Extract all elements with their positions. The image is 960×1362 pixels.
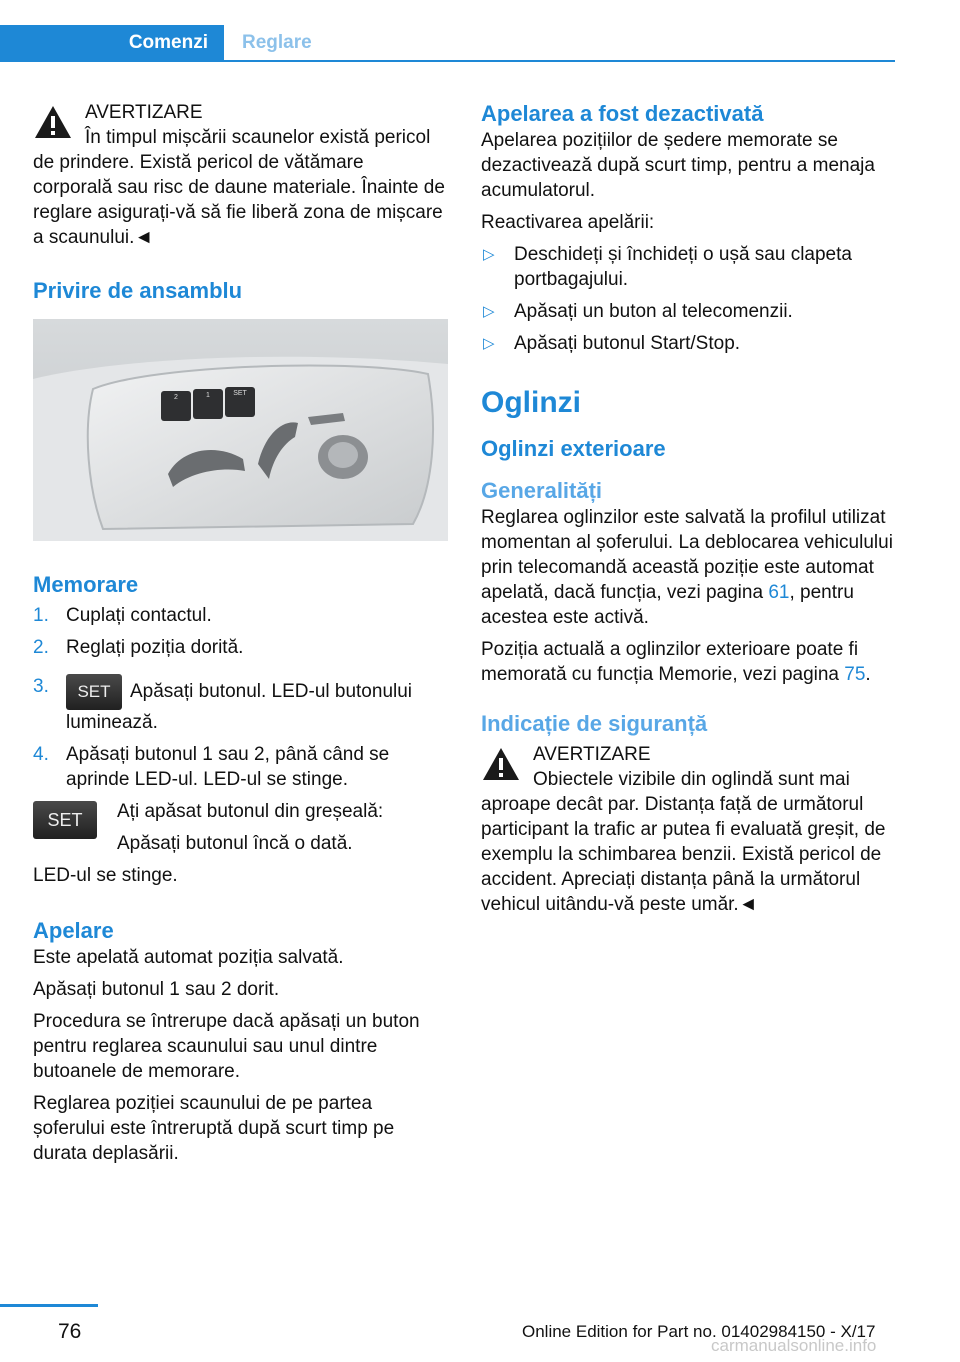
paragraph: Este apelată automat poziția salvată. <box>33 947 344 968</box>
general-text: Reglarea oglinzilor este salvată la profilul utilizat momentan al șoferului. La deblocarea vehiculului prin telecomandă această poziție este automat apelată, dacă funcția, vezi pagina <box>481 507 893 603</box>
step-number: 2. <box>33 637 49 658</box>
paragraph: Procedura se întrerupe dacă apăsați un buton pentru reglarea scaunului sau unul dintre butoanele de memorare. <box>33 1011 420 1082</box>
position-text-end: . <box>865 664 871 685</box>
note-line-1: Ați apăsat butonul din greșeală: <box>117 801 384 822</box>
note-block <box>33 799 448 863</box>
left-column <box>33 100 448 1173</box>
list-item <box>33 742 448 792</box>
triangle-bullet-icon: ▷ <box>483 335 495 352</box>
general-heading: Generalități <box>481 478 603 503</box>
mirrors-heading: Oglinzi <box>481 386 581 419</box>
list-item <box>33 635 448 660</box>
set-button-icon: SET <box>33 801 97 839</box>
deactivated-heading: Apelarea a fost dezactivată <box>481 101 764 126</box>
right-column <box>481 100 896 924</box>
warning-triangle-icon <box>481 746 521 782</box>
warning-triangle-icon <box>33 104 73 140</box>
step-number: 4. <box>33 744 49 765</box>
warning-text: Obiectele vizibile din oglindă sunt mai aproape decât par. Distanța față de următorul participant la trafic ar putea fi evaluată greșit, de exemplu la schimbarea benzii. Există pericol de accident. Apreciați distanța până la următorul vehicul uitându-vă peste umăr.◄ <box>481 769 886 915</box>
item-text: Apăsați butonul Start/Stop. <box>514 333 741 354</box>
position-text: Poziția actuală a oglinzilor exterioare poate fi memorată cu funcția Memorie, vezi pagina <box>481 639 859 685</box>
memory-buttons <box>161 387 255 421</box>
safety-heading: Indicație de siguranță <box>481 711 708 736</box>
step-text: Cuplați contactul. <box>66 605 212 626</box>
header-tabs <box>0 25 895 61</box>
watermark: carmanualsonline.info <box>711 1336 877 1355</box>
seat-controls-image <box>33 319 448 541</box>
paragraph <box>481 637 896 687</box>
header-rule <box>0 60 895 62</box>
step-text: Apăsați butonul 1 sau 2, până când se aprinde LED-ul. LED-ul se stinge. <box>66 744 390 790</box>
general-text-end: , pentru acestea este activă. <box>481 582 854 628</box>
step-number: 1. <box>33 605 49 626</box>
warning-text: În timpul mișcării scaunelor există pericol de prindere. Există pericol de vătămare corporală sau risc de daune materiale. Înainte de reglare asigurați-vă să fie liberă zona de mișcare a scaunului.◄ <box>33 127 445 248</box>
footer-rule <box>0 1304 98 1307</box>
list-item <box>481 299 896 324</box>
warning-title: AVERTIZARE <box>533 744 651 765</box>
list-item <box>481 331 896 356</box>
memory-heading: Memorare <box>33 572 139 597</box>
memory-button-2: 2 <box>174 394 178 401</box>
triangle-bullet-icon: ▷ <box>483 303 495 320</box>
tab-comenzi[interactable]: Comenzi <box>0 25 224 61</box>
overview-heading: Privire de ansamblu <box>33 278 243 303</box>
memory-button-1: 1 <box>206 392 210 399</box>
reactivation-label: Reactivarea apelării: <box>481 212 655 233</box>
item-text: Apăsați un buton al telecomenzii. <box>514 301 793 322</box>
list-item <box>481 242 896 292</box>
set-button-icon: SET <box>66 674 122 710</box>
step-number: 3. <box>33 676 49 697</box>
warning-block <box>33 100 448 250</box>
triangle-bullet-icon: ▷ <box>483 246 495 263</box>
page-link-75[interactable]: 75 <box>844 664 866 685</box>
step-text: Apăsați butonul. LED-ul butonului luminează. <box>66 681 413 733</box>
list-item <box>33 603 448 628</box>
note-line-2: Apăsați butonul încă o dată. <box>117 833 353 854</box>
page-number: 76 <box>58 1320 82 1343</box>
paragraph <box>481 505 896 630</box>
item-text: Deschideți și închideți o ușă sau clapeta portbagajului. <box>514 244 852 290</box>
reactivation-list <box>481 242 896 356</box>
paragraph: Reglarea poziției scaunului de pe partea șoferului este întreruptă după scurt timp pe durata deplasării. <box>33 1093 395 1164</box>
warning-title: AVERTIZARE <box>85 102 203 123</box>
exterior-mirrors-heading: Oglinzi exterioare <box>481 436 666 461</box>
list-item <box>33 674 448 735</box>
set-button-label: SET <box>233 390 247 397</box>
warning-block <box>481 742 896 917</box>
paragraph: Apelarea pozițiilor de ședere memorate se dezactivează după scurt timp, pentru a menaja acumulatorul. <box>481 130 875 201</box>
tab-reglare[interactable]: Reglare <box>242 32 312 53</box>
call-heading: Apelare <box>33 918 114 943</box>
edition-note: Online Edition for Part no. 01402984150 - X/17 <box>522 1322 876 1341</box>
memory-steps-list <box>33 603 448 792</box>
led-off-text: LED-ul se stinge. <box>33 865 178 886</box>
step-text: Reglați poziția dorită. <box>66 637 244 658</box>
page-link-61[interactable]: 61 <box>768 582 790 603</box>
paragraph: Apăsați butonul 1 sau 2 dorit. <box>33 979 280 1000</box>
